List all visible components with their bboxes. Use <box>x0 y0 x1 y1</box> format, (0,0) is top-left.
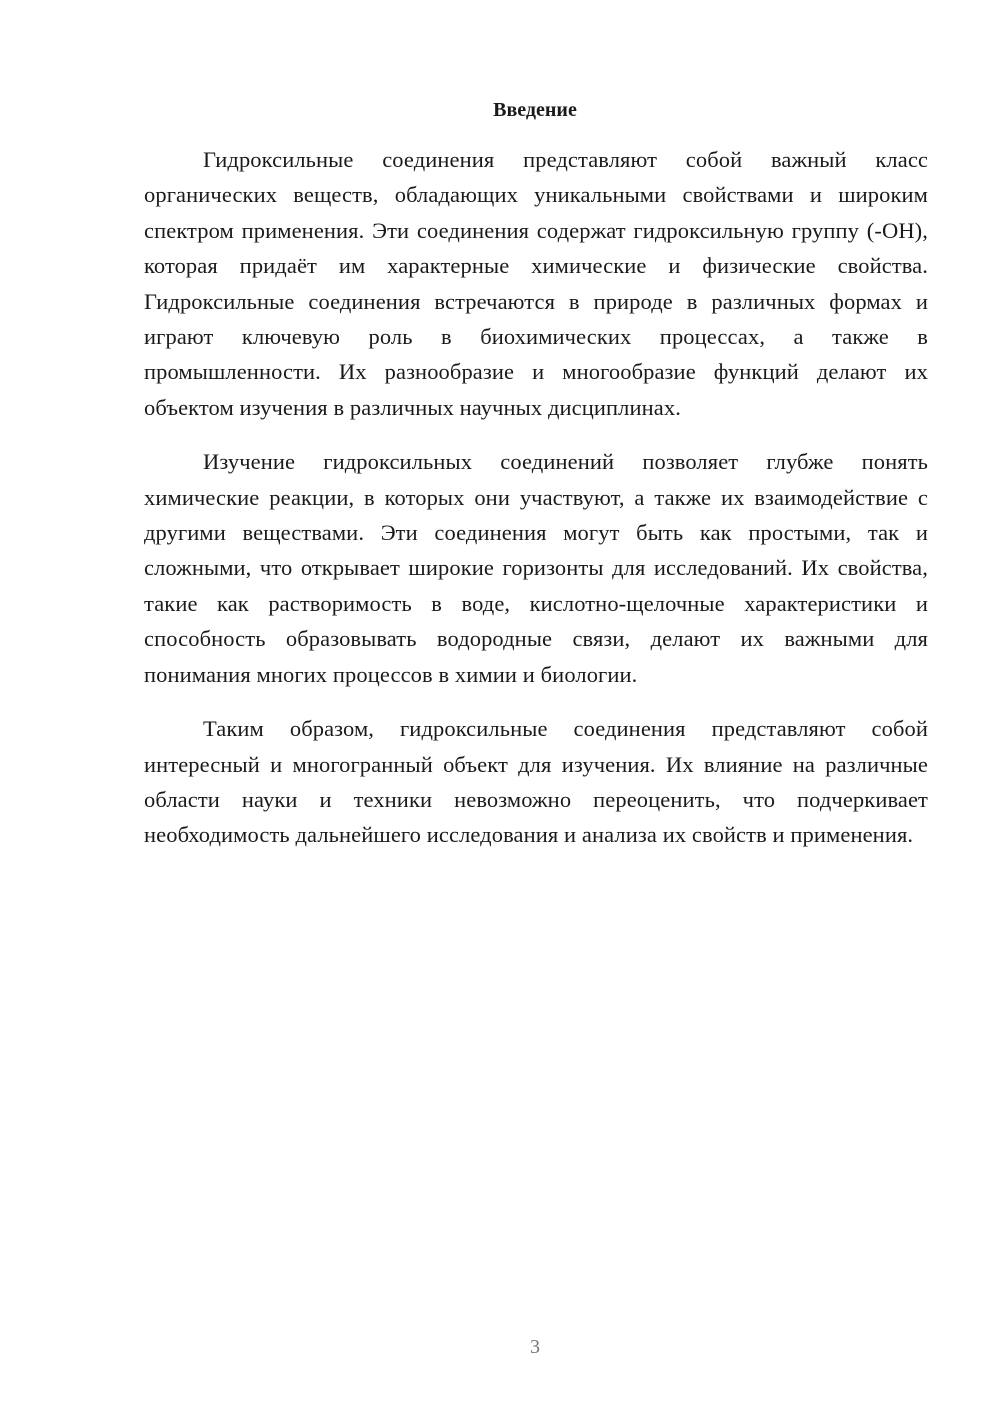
body-text <box>144 142 928 872</box>
page-number: 3 <box>530 1336 540 1358</box>
paragraph-1: Гидроксильные соединения представляют собой важный класс органических веществ, обладающих уникальными свойствами и широким спектром применения. Эти соединения содержат гидроксильную группу (-OH), которая придаёт им характерные химические и физические свойства. Гидроксильные соединения встречаются в природе в различных формах и играют ключевую роль в биохимических процессах, а также в промышленности. Их разнообразие и многообразие функций делают их объектом изучения в различных научных дисциплинах. <box>144 147 928 420</box>
section-heading: Введение <box>493 99 577 121</box>
paragraph-2: Изучение гидроксильных соединений позволяет глубже понять химические реакции, в которых они участвуют, а также их взаимодействие с другими веществами. Эти соединения могут быть как простыми, так и сложными, что открывает широкие горизонты для исследований. Их свойства, такие как растворимость в воде, кислотно-щелочные характеристики и способность образовывать водородные связи, делают их важными для понимания многих процессов в химии и биологии. <box>144 449 928 687</box>
paragraph-3: Таким образом, гидроксильные соединения представляют собой интересный и многогранный объект для изучения. Их влияние на различные области науки и техники невозможно переоценить, что подчеркивает необходимость дальнейшего исследования и анализа их свойств и применения. <box>144 716 928 848</box>
